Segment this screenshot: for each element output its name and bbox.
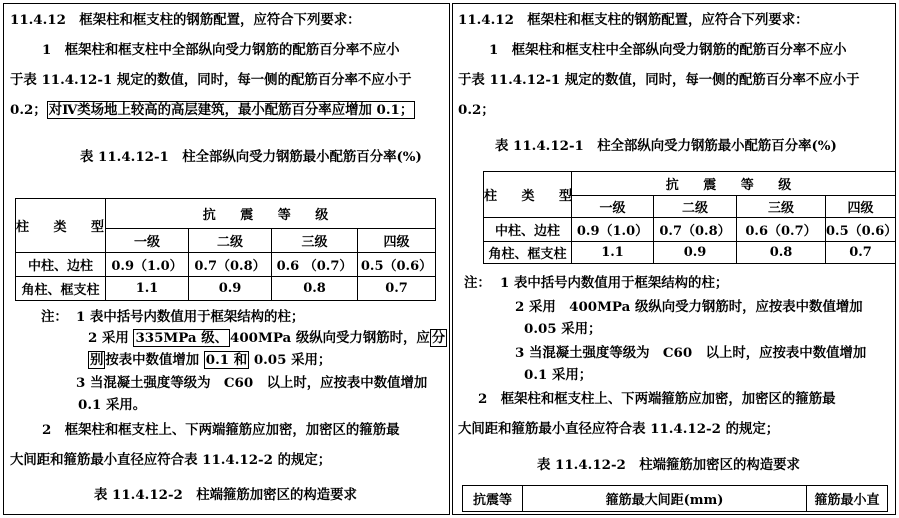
table-1 bbox=[15, 198, 436, 301]
table-2-header-seismic-grade: 抗震等 bbox=[463, 486, 523, 512]
table-row-label: 中柱、边柱 bbox=[16, 253, 106, 277]
table-cell: 0.9（1.0） bbox=[572, 218, 654, 242]
paragraph-2-line-1: 2 框架柱和框支柱上、下两端箍筋应加密，加密区的箍筋最 bbox=[478, 391, 836, 407]
table-row-label: 中柱、边柱 bbox=[484, 218, 572, 242]
right-document-panel bbox=[452, 3, 896, 515]
table-1-level-header: 四级 bbox=[826, 196, 896, 218]
note-2-text: 400MPa 级纵向受力钢筋时，应 bbox=[230, 330, 430, 346]
table-cell: 0.8 bbox=[272, 277, 358, 301]
table-row bbox=[16, 253, 436, 277]
note-3-line-2: 0.1 采用。 bbox=[78, 397, 147, 413]
highlighted-deleted-text: 对Ⅳ类场地上较高的高层建筑，最小配筋百分率应增加 0.1； bbox=[48, 102, 414, 118]
table-1-column-type-header: 柱 类 型 bbox=[484, 172, 572, 218]
table-2 bbox=[462, 485, 888, 512]
note-2-line-2 bbox=[88, 351, 331, 369]
table-cell: 0.6（0.7） bbox=[737, 218, 826, 242]
table-1-caption: 表 11.4.12-1 柱全部纵向受力钢筋最小配筋百分率(%) bbox=[495, 138, 837, 154]
note-1: 1 表中括号内数值用于框架结构的柱； bbox=[500, 275, 729, 291]
table-1 bbox=[483, 171, 896, 264]
table-cell: 0.9 bbox=[654, 242, 737, 264]
table-1-level-header: 一级 bbox=[572, 196, 654, 218]
table-cell: 1.1 bbox=[572, 242, 654, 264]
highlighted-text: 0.1 和 bbox=[205, 352, 248, 368]
table-row-label: 角柱、框支柱 bbox=[484, 242, 572, 264]
table-cell: 0.6 （0.7） bbox=[272, 253, 358, 277]
table-1-level-header: 四级 bbox=[358, 229, 436, 253]
table-cell: 0.7（0.8） bbox=[654, 218, 737, 242]
table-1-seismic-grade-header: 抗 震 等 级 bbox=[572, 172, 896, 196]
table-cell: 0.7 bbox=[826, 242, 896, 264]
highlighted-text: 分 bbox=[431, 330, 446, 346]
note-2-line-1 bbox=[88, 329, 447, 347]
table-2-caption: 表 11.4.12-2 柱端箍筋加密区的构造要求 bbox=[537, 457, 800, 473]
paragraph-1-line-3: 0.2； bbox=[458, 102, 495, 118]
table-1-level-header: 一级 bbox=[106, 229, 189, 253]
highlighted-text: 别 bbox=[90, 352, 104, 368]
note-3-line-1: 3 当混凝土强度等级为 C60 以上时，应按表中数值增加 bbox=[76, 375, 428, 391]
table-2-caption: 表 11.4.12-2 柱端箍筋加密区的构造要求 bbox=[94, 487, 357, 503]
table-cell: 0.5（0.6） bbox=[826, 218, 896, 242]
note-2-text: 0.05 采用； bbox=[253, 352, 332, 368]
table-row bbox=[16, 277, 436, 301]
table-1-level-header: 二级 bbox=[654, 196, 737, 218]
table-row bbox=[484, 218, 896, 242]
note-2-text: 2 采用 bbox=[88, 330, 129, 346]
table-1-column-type-header: 柱 类 型 bbox=[16, 199, 106, 253]
left-document-panel bbox=[3, 3, 450, 515]
paragraph-1-line-3 bbox=[10, 101, 415, 119]
paragraph-1-line-1: 1 框架柱和框支柱中全部纵向受力钢筋的配筋百分率不应小 bbox=[489, 42, 847, 58]
table-1-seismic-grade-header: 抗 震 等 级 bbox=[106, 199, 436, 229]
note-2-line-2: 0.05 采用； bbox=[524, 321, 602, 337]
table-1-level-header: 二级 bbox=[189, 229, 272, 253]
highlighted-text: 335MPa 级、 bbox=[135, 330, 229, 346]
paragraph-2-line-2: 大间距和箍筋最小直径应符合表 11.4.12-2 的规定； bbox=[10, 452, 332, 468]
note-3-line-1: 3 当混凝土强度等级为 C60 以上时，应按表中数值增加 bbox=[515, 345, 867, 361]
table-1-level-header: 三级 bbox=[272, 229, 358, 253]
note-3-line-2: 0.1 采用； bbox=[524, 367, 593, 383]
paragraph-2-line-1: 2 框架柱和框支柱上、下两端箍筋应加密，加密区的箍筋最 bbox=[42, 422, 400, 438]
note-label: 注： bbox=[41, 309, 68, 325]
section-heading: 11.4.12 框架柱和框支柱的钢筋配置，应符合下列要求： bbox=[10, 12, 361, 28]
note-2-text: 按表中数值增加 bbox=[105, 352, 200, 368]
paragraph-1-line-1: 1 框架柱和框支柱中全部纵向受力钢筋的配筋百分率不应小 bbox=[42, 42, 400, 58]
table-cell: 0.7 bbox=[358, 277, 436, 301]
section-heading: 11.4.12 框架柱和框支柱的钢筋配置，应符合下列要求： bbox=[458, 12, 809, 28]
paragraph-1-line-2: 于表 11.4.12-1 规定的数值，同时，每一侧的配筋百分率不应小于 bbox=[10, 72, 412, 88]
table-cell: 1.1 bbox=[106, 277, 189, 301]
table-2-header-max-spacing: 箍筋最大间距(mm) bbox=[523, 486, 807, 512]
note-label: 注： bbox=[464, 275, 491, 291]
table-cell: 0.9 bbox=[189, 277, 272, 301]
table-1-caption: 表 11.4.12-1 柱全部纵向受力钢筋最小配筋百分率(%) bbox=[80, 149, 422, 165]
table-2-header-min-diameter: 箍筋最小直 bbox=[807, 486, 888, 512]
table-1-level-header: 三级 bbox=[737, 196, 826, 218]
note-2-line-1: 2 采用 400MPa 级纵向受力钢筋时，应按表中数值增加 bbox=[515, 299, 863, 315]
table-cell: 0.8 bbox=[737, 242, 826, 264]
paragraph-1-line-2: 于表 11.4.12-1 规定的数值，同时，每一侧的配筋百分率不应小于 bbox=[458, 72, 860, 88]
paragraph-1-line-3-text: 0.2； bbox=[10, 102, 47, 118]
paragraph-2-line-2: 大间距和箍筋最小直径应符合表 11.4.12-2 的规定； bbox=[458, 421, 780, 437]
table-cell: 0.9（1.0） bbox=[106, 253, 189, 277]
table-cell: 0.7（0.8） bbox=[189, 253, 272, 277]
note-1: 1 表中括号内数值用于框架结构的柱； bbox=[76, 309, 305, 325]
table-row bbox=[484, 242, 896, 264]
table-row-label: 角柱、框支柱 bbox=[16, 277, 106, 301]
table-cell: 0.5（0.6） bbox=[358, 253, 436, 277]
